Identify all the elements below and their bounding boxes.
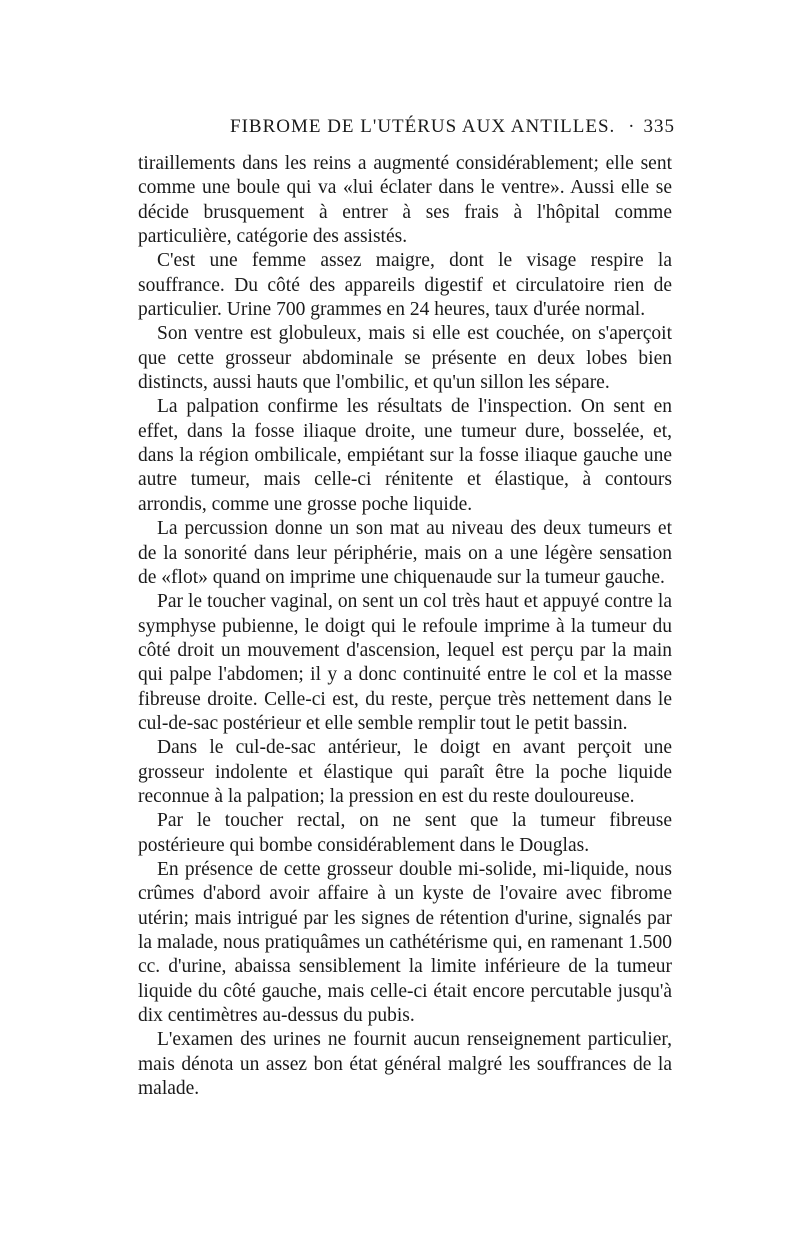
paragraph-continuation: tiraillements dans les reins a augmenté considérablement; elle sent comme une boule qui va «lui éclater dans le ventre». Aussi elle se décide brusquement à entrer à ses frais à l'hôpital comme particulière, catégorie des assistés. xyxy=(138,153,672,248)
body-text xyxy=(138,152,672,1101)
paragraph-diagnosis: En présence de cette grosseur double mi-solide, mi-liquide, nous crûmes d'abord avoir affaire à un kyste de l'ovaire avec fibrome utérin; mais intrigué par les signes de rétention d'urine, signalés par la malade, nous pratiquâmes un cathétérisme qui, en ramenant 1.500 cc. d'urine, abaissa sensiblement la limite inférieure de la tumeur liquide du côté gauche, mais celle-ci était encore percutable jusqu'à dix centimètres au-dessus du pubis. xyxy=(138,858,672,1027)
running-title: FIBROME DE L'UTÉRUS AUX ANTILLES. xyxy=(230,116,616,137)
paragraph-vaginal-exam: Par le toucher vaginal, on sent un col très haut et appuyé contre la symphyse pubienne, le doigt qui le refoule imprime à la tumeur du côté droit un mouvement d'ascension, lequel est perçu par la main qui palpe l'abdomen; il y a donc continuité entre le col et la masse fibreuse droite. Celle-ci est, du reste, perçue très nettement dans le cul-de-sac postérieur et elle semble remplir tout le petit bassin. xyxy=(138,591,672,734)
paragraph-general-state: C'est une femme assez maigre, dont le visage respire la souffrance. Du côté des appareils digestif et circulatoire rien de particulier. Urine 700 grammes en 24 heures, taux d'urée normal. xyxy=(138,250,672,321)
page-header xyxy=(140,116,675,146)
page-number: 335 xyxy=(643,116,675,137)
paragraph-rectal-exam: Par le toucher rectal, on ne sent que la tumeur fibreuse postérieure qui bombe considérablement dans le Douglas. xyxy=(138,810,672,856)
header-dot: · xyxy=(628,116,636,137)
paragraph-urine-exam: L'examen des urines ne fournit aucun renseignement particulier, mais dénota un assez bon état général malgré les souffrances de la malade. xyxy=(138,1029,672,1100)
page-number-wrap xyxy=(628,116,675,138)
paragraph-anterior-cul-de-sac: Dans le cul-de-sac antérieur, le doigt en avant perçoit une grosseur indolente et élastique qui paraît être la poche liquide reconnue à la palpation; la pression en est du reste douloureuse. xyxy=(138,737,672,807)
paragraph-percussion: La percussion donne un son mat au niveau des deux tumeurs et de la sonorité dans leur périphérie, mais on a une légère sensation de «flot» quand on imprime une chiquenaude sur la tumeur gauche. xyxy=(138,518,672,588)
paragraph-inspection: Son ventre est globuleux, mais si elle est couchée, on s'aperçoit que cette grosseur abdominale se présente en deux lobes bien distincts, aussi hauts que l'ombilic, et qu'un sillon les sépare. xyxy=(138,323,672,394)
paragraph-palpation: La palpation confirme les résultats de l'inspection. On sent en effet, dans la fosse iliaque droite, une tumeur dure, bosselée, et, dans la région ombilicale, empiétant sur la fosse iliaque gauche une autre tumeur, mais celle-ci rénitente et élastique, à contours arrondis, comme une grosse poche liquide. xyxy=(138,396,672,515)
